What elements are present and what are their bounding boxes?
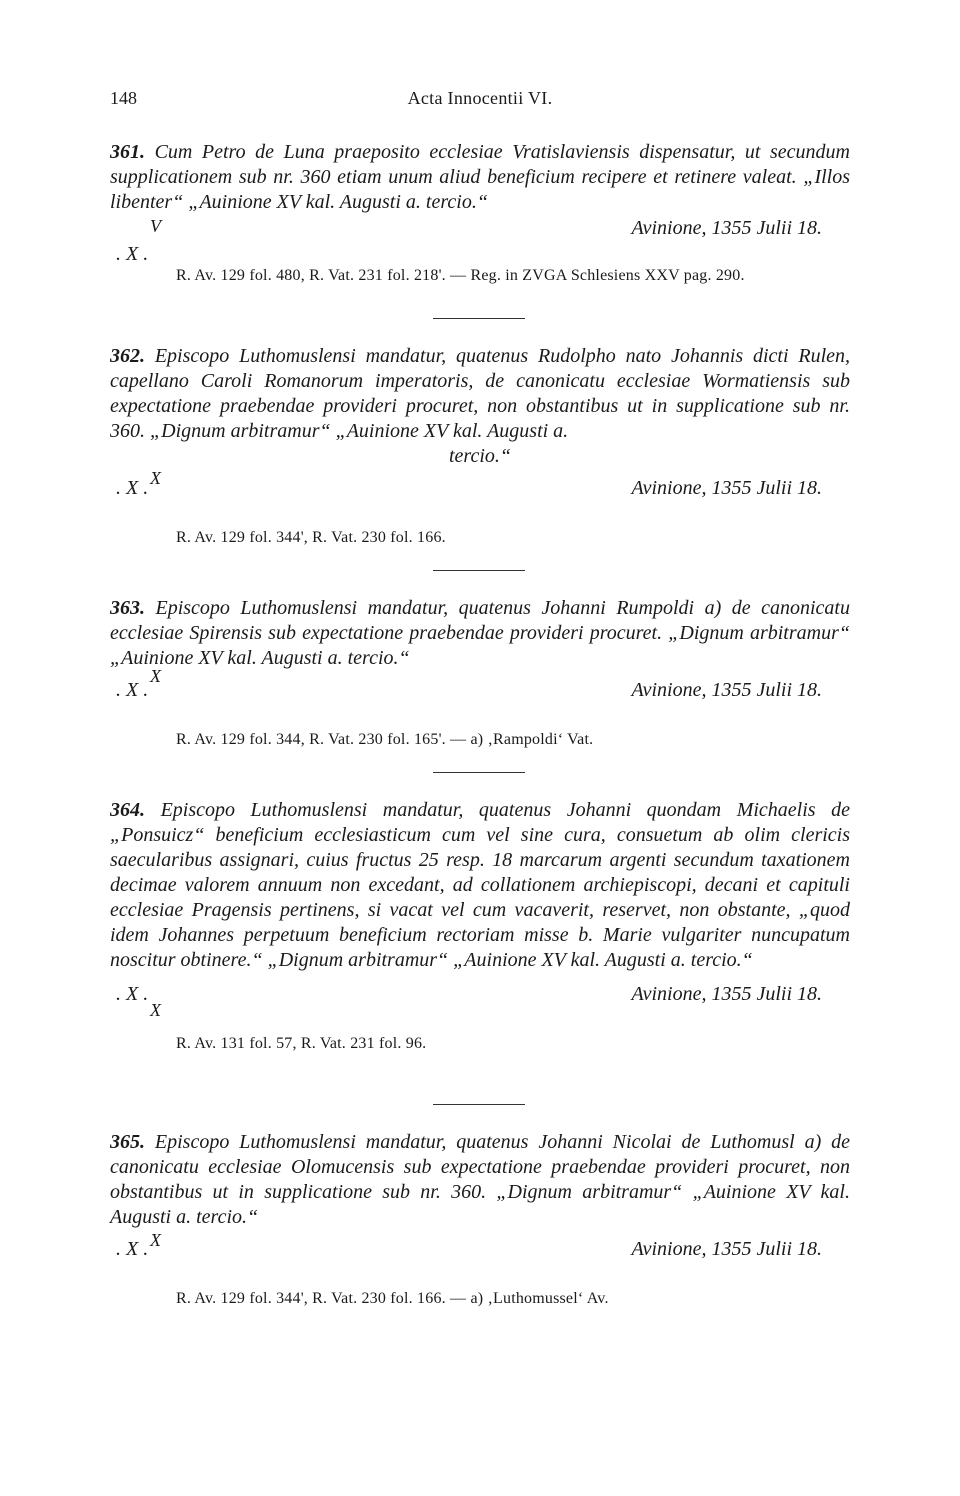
mark-top: X: [150, 1230, 161, 1250]
separator-rule: [433, 570, 525, 571]
source-note: R. Av. 129 fol. 344', R. Vat. 230 fol. 166. — a) ‚Luthomussel‘ Av.: [176, 1290, 609, 1307]
separator-rule: [433, 772, 525, 773]
entry-date: Avinione, 1355 Julii 18.: [631, 217, 822, 239]
dateline: [110, 983, 850, 1009]
mark-top: X: [150, 1000, 161, 1020]
entry-body: Cum Petro de Luna praeposito ecclesiae Vratislaviensis dispensatur, ut secundum supplicationem sub nr. 360 etiam unum aliud beneficium recipere et retinere valeat. „Illos libenter“ „Auinione XV kal. Augusti a. tercio.“: [110, 141, 850, 213]
entry-text: [110, 344, 850, 444]
dateline: [110, 679, 850, 705]
entry-number: 365.: [110, 1131, 145, 1153]
mark-top: V: [150, 216, 161, 236]
entry-date: Avinione, 1355 Julii 18.: [631, 1238, 822, 1260]
entry-date: Avinione, 1355 Julii 18.: [631, 983, 822, 1005]
entry-364: [110, 798, 850, 1053]
entry-number: 362.: [110, 345, 145, 367]
entry-361: [110, 140, 850, 285]
page-number: 148: [110, 88, 137, 108]
entry-text: [110, 1130, 850, 1230]
entry-365: [110, 1130, 850, 1308]
entry-text: [110, 596, 850, 671]
entry-text-tail: tercio.“: [448, 445, 512, 467]
entry-text: [110, 140, 850, 215]
entry-mark: . X .: [116, 983, 149, 1005]
entry-body: Episcopo Luthomuslensi mandatur, quatenus Johanni Nicolai de Luthomusl a) de canonicatu ecclesiae Olomucensis sub expectatione praebendae provideri procuret, non obstantibus ut in supplicatione sub nr. 360. „Dignum arbitramur“ „Auinione XV kal. Augusti a. tercio.“: [110, 1131, 850, 1228]
entry-mark: . X .: [116, 243, 149, 265]
entry-number: 361.: [110, 141, 145, 163]
source-note: R. Av. 129 fol. 344, R. Vat. 230 fol. 165'. — a) ‚Rampoldi‘ Vat.: [176, 731, 594, 748]
entry-mark: . X .: [116, 477, 149, 499]
entry-date: Avinione, 1355 Julii 18.: [631, 477, 822, 499]
running-title: Acta Innocentii VI.: [407, 88, 553, 108]
entry-number: 363.: [110, 597, 145, 619]
separator-rule: [433, 318, 525, 319]
entry-body: Episcopo Luthomuslensi mandatur, quatenus Johanni quondam Michaelis de „Ponsuicz“ beneficium ecclesiasticum cum vel sine cura, consuetum ab olim clericis saecularibus assignari, cuius fructus 25 resp. 18 marcarum argenti secundum taxationem decimae valorem annuum non excedant, ad collationem archiepiscopi, decani et capituli ecclesiae Pragensis pertinens, si vacat vel cum vacaverit, reservet, non obstante, „quod idem Johannes perpetuum beneficium rectoriam misse b. Marie vulgariter nuncupatum noscitur obtinere.“ „Dignum arbitramur“ „Auinione XV kal. Augusti a. tercio.“: [110, 799, 850, 971]
dateline: [110, 477, 850, 503]
page-header: [110, 88, 850, 118]
entry-body: Episcopo Luthomuslensi mandatur, quatenus Johanni Rumpoldi a) de canonicatu ecclesiae Spirensis sub expectatione praebendae provideri procuret. „Dignum arbitramur“ „Auinione XV kal. Augusti a. tercio.“: [110, 597, 850, 669]
separator-rule: [433, 1104, 525, 1105]
entry-text: [110, 798, 850, 973]
dateline: [110, 1238, 850, 1264]
mark-top: X: [150, 468, 161, 488]
entry-mark: . X .: [116, 1238, 149, 1260]
entry-362: [110, 344, 850, 547]
entry-body: Episcopo Luthomuslensi mandatur, quatenus Rudolpho nato Johannis dicti Rulen, capellano Caroli Romanorum imperatoris, de canonicatu ecclesiae Wormatiensis sub expectatione praebendae provideri procuret, non obstantibus ut in supplicatione sub nr. 360. „Dignum arbitramur“ „Auinione XV kal. Augusti a.: [110, 345, 851, 442]
mark-top: X: [150, 666, 161, 686]
entry-number: 364.: [110, 799, 145, 821]
source-note: R. Av. 129 fol. 344', R. Vat. 230 fol. 166.: [176, 529, 446, 546]
source-note: R. Av. 131 fol. 57, R. Vat. 231 fol. 96.: [176, 1035, 427, 1052]
dateline: [110, 217, 850, 243]
mark-line: [110, 243, 850, 265]
source-note: R. Av. 129 fol. 480, R. Vat. 231 fol. 218'. — Reg. in ZVGA Schlesiens XXV pag. 290.: [176, 267, 745, 284]
entry-363: [110, 596, 850, 749]
entry-mark: . X .: [116, 679, 149, 701]
entry-date: Avinione, 1355 Julii 18.: [631, 679, 822, 701]
